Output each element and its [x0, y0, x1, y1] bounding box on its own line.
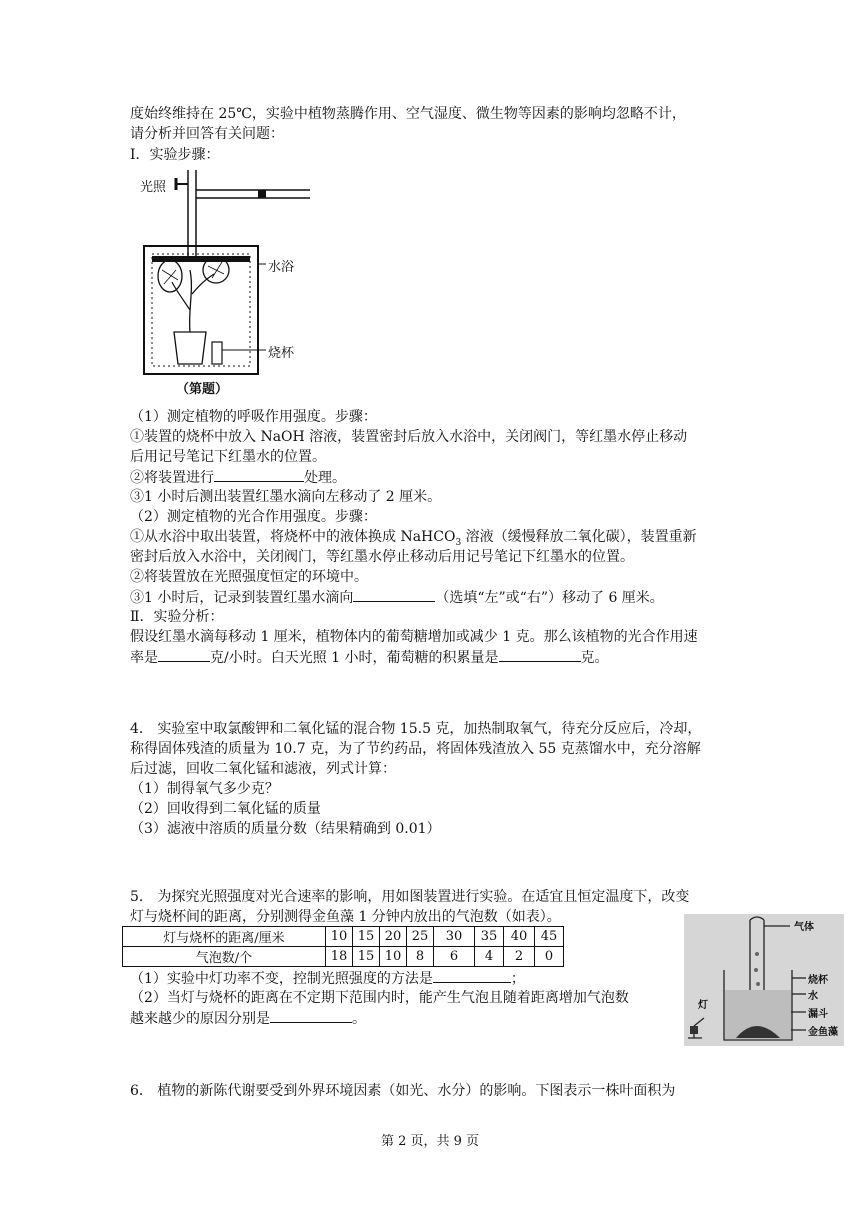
q5-sub1-text-after: ；	[510, 971, 525, 987]
table-cell: 6	[434, 947, 475, 967]
answer-blank-reason[interactable]	[270, 1008, 352, 1023]
q5-sub2-text-before: 越来越少的原因分别是	[130, 1011, 270, 1027]
section1-heading: Ⅰ．实验步骤：	[130, 147, 220, 163]
page-footer: 第 2 页，共 9 页	[380, 1134, 480, 1149]
part1-step3: ③1 小时后测出装置红墨水滴向左移动了 2 厘米。	[130, 489, 442, 505]
table-cell: 45	[535, 927, 564, 947]
part1-title: （1）测定植物的呼吸作用强度。步骤：	[130, 409, 377, 425]
table-cell: 15	[353, 947, 380, 967]
bubble-count-table	[122, 926, 564, 967]
nahco3-subscript: 3	[455, 537, 462, 548]
q5-line-1: 5． 为探究光照强度对光合速率的影响，用如图装置进行实验。在适宜且恒定温度下，改变	[130, 889, 690, 905]
figure3-label-water-bath: 水浴	[268, 260, 295, 275]
q5-sub-2-line-2	[130, 1008, 366, 1029]
table-row-distance	[123, 927, 564, 947]
analysis-line-1: 假设红墨水滴每移动 1 厘米，植物体内的葡萄糖增加或减少 1 克。那么该植物的光合作用速	[130, 629, 698, 645]
analysis-text-c: 克。	[580, 650, 609, 666]
figure5-label-lamp: 灯	[698, 1000, 708, 1011]
table-cell: 25	[407, 927, 434, 947]
algae-bubble-apparatus-photo	[684, 914, 844, 1046]
part1-step2-text-after: 处理。	[304, 470, 346, 486]
table-cell: 20	[380, 927, 407, 947]
table-cell: 35	[475, 927, 504, 947]
part2-title: （2）测定植物的光合作用强度。步骤：	[130, 509, 377, 525]
q4-line-2: 称得固体残渣的质量为 10.7 克，为了节约药品，将固体残渣放入 55 克蒸馏水中，充分溶解	[130, 741, 701, 757]
intro-line-2: 请分析并回答有关问题：	[130, 126, 284, 142]
part1-step1-line2: 后用记号笔记下红墨水的位置。	[130, 449, 326, 465]
part2-step3	[130, 587, 664, 608]
q5-sub2-text-after: 。	[352, 1011, 366, 1027]
answer-blank-glucose-accumulation[interactable]	[499, 647, 581, 662]
table-cell: 10	[326, 927, 353, 947]
answer-blank-treatment[interactable]	[214, 467, 304, 482]
part2-step2: ②将装置放在光照强度恒定的环境中。	[130, 569, 368, 585]
table-header-distance: 灯与烧杯的距离/厘米	[123, 927, 326, 947]
part2-step3-text-before: ③1 小时后，记录到装置红墨水滴向	[130, 590, 354, 606]
figure3-label-beaker: 烧杯	[268, 346, 295, 361]
experiment-apparatus-figure	[132, 170, 312, 400]
table-cell: 40	[504, 927, 535, 947]
part2-step1-text-b: 溶液（缓慢释放二氧化碳），装置重新	[461, 529, 697, 545]
part2-step1-line2: 密封后放入水浴中，关闭阀门，等红墨水停止移动后用记号笔记下红墨水的位置。	[130, 549, 634, 565]
table-cell: 4	[475, 947, 504, 967]
q5-sub1-text-before: （1）实验中灯功率不变，控制光照强度的方法是	[130, 971, 433, 987]
table-cell: 2	[504, 947, 535, 967]
q6-line-1: 6． 植物的新陈代谢要受到外界环境因素（如光、水分）的影响。下图表示一株叶面积为	[130, 1083, 676, 1099]
answer-blank-direction[interactable]	[353, 587, 435, 602]
table-row-bubbles	[123, 947, 564, 967]
part1-step1-line1: ①装置的烧杯中放入 NaOH 溶液，装置密封后放入水浴中，关闭阀门，等红墨水停止移动	[130, 429, 688, 445]
answer-blank-light-control[interactable]	[433, 968, 511, 983]
table-cell: 18	[326, 947, 353, 967]
part2-step3-text-after: （选填“左”或“右”）移动了 6 厘米。	[435, 590, 664, 606]
table-cell: 0	[535, 947, 564, 967]
analysis-line-2	[130, 647, 609, 668]
table-cell: 10	[380, 947, 407, 967]
figure5-label-goldfish-algae: 金鱼藻	[808, 1027, 838, 1038]
q4-sub-2: （2）回收得到二氧化锰的质量	[130, 801, 321, 817]
table-cell: 15	[353, 927, 380, 947]
table-cell: 30	[434, 927, 475, 947]
figure5-label-water: 水	[808, 991, 818, 1002]
q5-line-2: 灯与烧杯间的距离，分别测得金鱼藻 1 分钟内放出的气泡数（如表）。	[130, 909, 561, 925]
figure5-label-beaker: 烧杯	[808, 975, 828, 986]
figure5-label-funnel: 漏斗	[808, 1009, 828, 1020]
q4-sub-3: （3）滤液中溶质的质量分数（结果精确到 0.01）	[130, 821, 441, 837]
table-cell: 8	[407, 947, 434, 967]
answer-blank-photosynthesis-rate[interactable]	[158, 647, 210, 662]
table-header-bubbles: 气泡数/个	[123, 947, 326, 967]
section2-heading: Ⅱ．实验分析：	[130, 609, 224, 625]
figure3-caption: （第题）	[176, 382, 229, 397]
q5-sub-1	[130, 968, 525, 989]
analysis-text-a: 率是	[130, 650, 158, 666]
part1-step2	[130, 467, 346, 488]
q4-sub-1: （1）制得氧气多少克？	[130, 781, 279, 797]
figure5-label-gas: 气体	[794, 922, 814, 933]
part2-step1-text-a: ①从水浴中取出装置，将烧杯中的液体换成 NaHCO	[130, 529, 456, 545]
part1-step2-text-before: ②将装置进行	[130, 470, 214, 486]
q4-line-3: 后过滤，回收二氧化锰和滤液，列式计算：	[130, 761, 396, 777]
analysis-text-b: 克/小时。白天光照 1 小时，葡萄糖的积累量是	[210, 650, 499, 666]
q4-line-1: 4． 实验室中取氯酸钾和二氧化锰的混合物 15.5 克，加热制取氧气，待充分反应后，冷却，	[130, 721, 702, 737]
intro-line-1: 度始终维持在 25℃，实验中植物蒸腾作用、空气湿度、微生物等因素的影响均忽略不计，	[130, 106, 686, 122]
figure3-label-light: 光照	[140, 180, 167, 195]
q5-sub-2-line-1: （2）当灯与烧杯的距离在不定期下范围内时，能产生气泡且随着距离增加气泡数	[130, 990, 629, 1006]
